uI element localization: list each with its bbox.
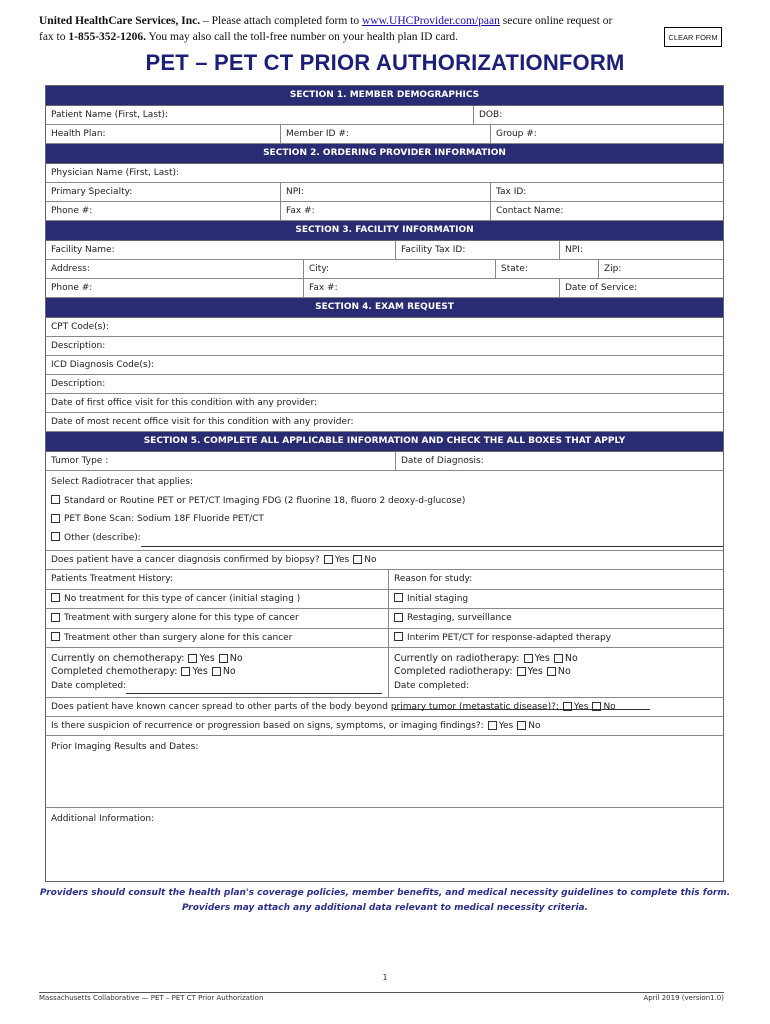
no-label: No: [564, 653, 578, 664]
therapy-block: [46, 648, 723, 698]
facility-phone-field[interactable]: Phone #:: [46, 279, 304, 297]
fax-number: 1-855-352-1206.: [68, 30, 147, 43]
checkbox-icon[interactable]: [394, 593, 403, 602]
checkbox-icon[interactable]: [188, 654, 197, 663]
checkbox-icon[interactable]: [517, 721, 526, 730]
intro-text: [39, 14, 639, 45]
footer-form-name: Massachusetts Collaborative — PET – PET CT Prior Authorization: [39, 994, 264, 1002]
biopsy-question-text: Does patient have a cancer diagnosis confirmed by biopsy?: [51, 555, 320, 565]
section-2-header: SECTION 2. ORDERING PROVIDER INFORMATION: [46, 144, 723, 164]
reason-option-restaging[interactable]: [389, 609, 723, 629]
patient-name-field[interactable]: Patient Name (First, Last):: [46, 106, 474, 124]
npi-field[interactable]: NPI:: [281, 183, 491, 201]
page-title: PET – PET CT PRIOR AUTHORIZATIONFORM: [145, 50, 625, 75]
checkbox-icon[interactable]: [324, 555, 333, 564]
intro-line1: – Please attach completed form to: [200, 15, 362, 27]
reason-option-interim-label: Interim PET/CT for response-adapted therapy: [407, 632, 612, 643]
checkbox-icon[interactable]: [219, 654, 228, 663]
no-label: No: [603, 702, 616, 712]
health-plan-field[interactable]: Health Plan:: [46, 125, 281, 143]
checkbox-icon[interactable]: [488, 721, 497, 730]
dob-field[interactable]: DOB:: [479, 110, 503, 120]
checkbox-icon[interactable]: [212, 667, 221, 676]
other-describe-input[interactable]: [141, 546, 723, 547]
checkbox-icon[interactable]: [394, 613, 403, 622]
provider-note-line2: Providers may attach any additional data relevant to medical necessity criteria.: [181, 903, 589, 913]
page-number: 1: [382, 973, 388, 982]
yes-label: Yes: [192, 666, 208, 677]
state-field[interactable]: State:: [496, 260, 599, 278]
icd-codes-field[interactable]: ICD Diagnosis Code(s):: [51, 360, 155, 370]
section-3-header: SECTION 3. FACILITY INFORMATION: [46, 221, 723, 241]
group-field[interactable]: Group #:: [496, 129, 537, 139]
yes-label: Yes: [199, 653, 215, 664]
row-cpt-description: [46, 337, 723, 356]
on-radio-row: [394, 652, 718, 665]
checkbox-icon[interactable]: [51, 514, 60, 523]
checkbox-icon[interactable]: [51, 532, 60, 541]
address-field[interactable]: Address:: [46, 260, 304, 278]
additional-information-label: Additional Information:: [51, 814, 155, 824]
footer-divider: [39, 992, 724, 993]
checkbox-icon[interactable]: [51, 613, 60, 622]
yes-label: Yes: [534, 653, 550, 664]
checkbox-icon[interactable]: [181, 667, 190, 676]
checkbox-icon[interactable]: [563, 702, 572, 711]
reason-option-initial-label: Initial staging: [407, 593, 469, 604]
no-label: No: [364, 555, 377, 565]
row-specialty: [46, 183, 723, 202]
tax-id-field[interactable]: Tax ID:: [496, 187, 527, 197]
radiotracer-block: [46, 471, 723, 551]
yes-label: Yes: [334, 555, 350, 565]
reason-option-initial[interactable]: [389, 590, 723, 610]
cpt-codes-field[interactable]: CPT Code(s):: [51, 322, 109, 332]
checkbox-icon[interactable]: [353, 555, 362, 564]
physician-name-field[interactable]: Physician Name (First, Last):: [51, 168, 180, 178]
checkbox-icon[interactable]: [51, 632, 60, 641]
row-facility-phone: [46, 279, 723, 298]
prior-imaging-label: Prior Imaging Results and Dates:: [51, 742, 199, 752]
radiotracer-option-bone-scan[interactable]: [51, 510, 718, 529]
tumor-type-field[interactable]: Tumor Type :: [46, 452, 396, 470]
row-facility: [46, 241, 723, 260]
intro-line1-end: secure online request or: [499, 15, 613, 27]
cpt-description-field[interactable]: Description:: [51, 341, 106, 351]
radiotracer-label: Select Radiotracer that applies:: [51, 477, 194, 487]
radio-date-completed-label: Date completed:: [394, 681, 470, 691]
treatment-option-none-label: No treatment for this type of cancer (initial staging ): [64, 593, 301, 604]
intro-line2-end: You may also call the toll-free number on your health plan ID card.: [146, 30, 459, 43]
recent-visit-field[interactable]: Date of most recent office visit for this condition with any provider:: [51, 417, 354, 427]
provider-fax-field[interactable]: Fax #:: [281, 202, 491, 220]
completed-radio-label: Completed radiotherapy:: [394, 666, 513, 677]
no-label: No: [222, 666, 236, 677]
provider-phone-field[interactable]: Phone #:: [46, 202, 281, 220]
city-field[interactable]: City:: [304, 260, 496, 278]
reason-option-interim[interactable]: [389, 629, 723, 648]
radiotracer-option-other[interactable]: [51, 529, 718, 548]
section-5-header: SECTION 5. COMPLETE ALL APPLICABLE INFORMATION AND CHECK THE ALL BOXES THAT APPLY: [46, 432, 723, 452]
row-first-visit: [46, 394, 723, 413]
row-tumor: [46, 452, 723, 471]
section-4-header: SECTION 4. EXAM REQUEST: [46, 298, 723, 318]
row-spread: [46, 698, 723, 717]
company-name: United HealthCare Services, Inc.: [39, 15, 201, 27]
additional-information-field[interactable]: [46, 808, 723, 881]
row-cpt: [46, 318, 723, 337]
radiotracer-option-bone-scan-label: PET Bone Scan: Sodium 18F Fluoride PET/CT: [64, 514, 264, 524]
treatment-option-none[interactable]: [46, 590, 388, 610]
treatment-option-other[interactable]: [46, 629, 388, 648]
on-chemo-label: Currently on chemotherapy:: [51, 653, 185, 664]
footer-version: April 2019 (version1.0): [643, 994, 724, 1002]
spread-question-text: Does patient have known cancer spread to other parts of the body beyond primary tumor (metastatic disease)?:: [51, 702, 559, 712]
treatment-option-surgery-label: Treatment with surgery alone for this type of cancer: [64, 613, 299, 623]
row-address: [46, 260, 723, 279]
checkbox-icon[interactable]: [554, 654, 563, 663]
recurrence-question: [46, 717, 723, 735]
checkbox-icon[interactable]: [51, 495, 60, 504]
prior-imaging-field[interactable]: [46, 736, 723, 808]
row-icd: [46, 356, 723, 375]
clear-form-button[interactable]: CLEAR FORM: [664, 27, 722, 47]
yes-label: Yes: [498, 721, 514, 731]
chemotherapy-column: [46, 648, 389, 697]
zip-field[interactable]: Zip:: [604, 264, 622, 274]
reason-option-restaging-label: Restaging, surveillance: [407, 613, 512, 623]
yes-label: Yes: [527, 666, 543, 677]
facility-name-field[interactable]: Facility Name:: [46, 241, 396, 259]
icd-description-field[interactable]: Description:: [51, 379, 106, 389]
facility-tax-id-field[interactable]: Facility Tax ID:: [396, 241, 560, 259]
uhc-provider-link[interactable]: www.UHCProvider.com/paan: [362, 15, 500, 27]
chemo-date-completed-label: Date completed:: [51, 681, 127, 691]
intro-line2: fax to: [39, 30, 69, 43]
date-of-diagnosis-field[interactable]: Date of Diagnosis:: [401, 456, 484, 466]
checkbox-icon[interactable]: [524, 654, 533, 663]
chemo-date-completed-row: [51, 678, 383, 694]
radiotracer-option-fdg[interactable]: [51, 492, 718, 511]
row-icd-description: [46, 375, 723, 394]
checkbox-icon[interactable]: [592, 702, 601, 711]
member-id-field[interactable]: Member ID #:: [281, 125, 491, 143]
biopsy-question: [46, 551, 723, 569]
radiotracer-option-fdg-label: Standard or Routine PET or PET/CT Imaging FDG (2 fluorine 18, fluoro 2 deoxy-d-glucose): [64, 495, 466, 506]
specialty-field[interactable]: Primary Specialty:: [46, 183, 281, 201]
on-chemo-row: [51, 652, 383, 665]
contact-name-field[interactable]: Contact Name:: [496, 206, 564, 216]
radiotracer-option-other-label: Other (describe):: [64, 532, 141, 543]
treatment-history-column: [46, 570, 389, 647]
checkbox-icon[interactable]: [547, 667, 556, 676]
row-patient: [46, 106, 723, 125]
radiotherapy-column: [389, 648, 723, 697]
treatment-option-other-label: Treatment other than surgery alone for this cancer: [64, 632, 293, 643]
on-radio-label: Currently on radiotherapy:: [394, 653, 520, 664]
facility-fax-field[interactable]: Fax #:: [304, 279, 560, 297]
date-of-service-field[interactable]: Date of Service:: [565, 283, 638, 293]
provider-note: [0, 886, 770, 916]
spread-question: [46, 698, 723, 716]
authorization-form: [45, 85, 724, 882]
facility-npi-field[interactable]: NPI:: [565, 245, 583, 255]
completed-chemo-row: [51, 665, 383, 678]
chemo-date-completed-input[interactable]: [126, 682, 382, 694]
reason-column: [389, 570, 723, 647]
section-1-header: SECTION 1. MEMBER DEMOGRAPHICS: [46, 86, 723, 106]
checkbox-icon[interactable]: [517, 667, 526, 676]
treatment-option-surgery[interactable]: [46, 609, 388, 629]
row-biopsy: [46, 551, 723, 570]
row-recent-visit: [46, 413, 723, 432]
recurrence-question-text: Is there suspicion of recurrence or progression based on signs, symptoms, or imaging findings?:: [51, 721, 484, 731]
no-label: No: [229, 653, 243, 664]
provider-note-line1: Providers should consult the health plan's coverage policies, member benefits, and medical necessity guidelines to complete this form.: [39, 888, 731, 898]
checkbox-icon[interactable]: [51, 593, 60, 602]
no-label: No: [557, 666, 571, 677]
radio-date-completed-row: [394, 678, 718, 694]
row-health-plan: [46, 125, 723, 144]
completed-radio-row: [394, 665, 718, 678]
treatment-reason-block: [46, 570, 723, 648]
completed-chemo-label: Completed chemotherapy:: [51, 666, 178, 677]
yes-label: Yes: [573, 702, 589, 712]
treatment-history-label: Patients Treatment History:: [46, 570, 388, 590]
row-physician: [46, 164, 723, 183]
first-visit-field[interactable]: Date of first office visit for this condition with any provider:: [51, 398, 318, 408]
row-recurrence: [46, 717, 723, 736]
checkbox-icon[interactable]: [394, 632, 403, 641]
row-provider-phone: [46, 202, 723, 221]
no-label: No: [528, 721, 541, 731]
reason-label: Reason for study:: [389, 570, 723, 590]
